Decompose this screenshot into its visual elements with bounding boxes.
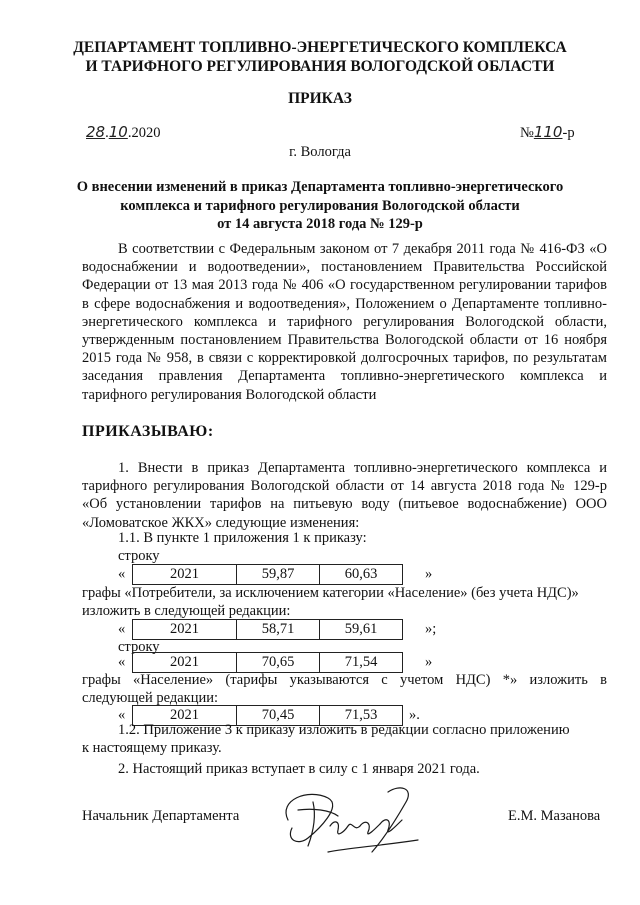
tariff-table-2 (132, 619, 403, 640)
table-cell-year: 2021 (132, 619, 236, 640)
document-type: ПРИКАЗ (288, 90, 352, 107)
order-number (520, 123, 575, 142)
graph-2-line1: графы «Население» (тарифы указываются с учетом НДС) *» изложить в (82, 672, 607, 688)
tariff-row-new-1 (118, 619, 436, 640)
table-cell-value-2: 71,54 (319, 652, 403, 673)
subject-line1: О внесении изменений в приказ Департамента топливно-энергетического (76, 179, 564, 195)
subject-line2: комплекса и тарифного регулирования Вологодской области (120, 197, 520, 214)
signatory-name: Е.М. Мазанова (508, 808, 601, 824)
table-cell-value-1: 58,71 (236, 619, 319, 640)
table-cell-value-2: 71,53 (319, 705, 403, 726)
tariff-table-1 (132, 564, 403, 585)
city: г. Вологда (289, 144, 351, 160)
close-quote: » (425, 566, 433, 582)
redaktsii-1-text: изложить в следующей редакции: (82, 603, 291, 619)
table-cell-value-2: 59,61 (319, 619, 403, 640)
subject-line3: от 14 августа 2018 года № 129-р (217, 216, 423, 232)
tariff-table-3 (132, 652, 403, 673)
date-day: 28 (86, 123, 106, 141)
number-suffix: -р (562, 125, 575, 141)
open-quote: « (118, 566, 126, 582)
date-sep: . (105, 125, 109, 141)
date-year: .2020 (127, 125, 161, 141)
prikazyvayu-heading: ПРИКАЗЫВАЮ: (82, 423, 214, 440)
close-quote: » (425, 654, 433, 670)
item-1-2-line2: к настоящему приказу. (82, 740, 222, 756)
graph-1-text: графы «Потребители, за исключением категории «Население» (без учета НДС)» (82, 585, 579, 601)
item-2: 2. Настоящий приказ вступает в силу с 1 января 2021 года. (118, 761, 480, 777)
handwritten-signature (268, 780, 438, 860)
tariff-row-old-2 (118, 652, 432, 673)
tariff-row-old-1 (118, 564, 432, 585)
table-cell-year: 2021 (132, 564, 236, 585)
stroku-label-2: строку (118, 639, 160, 655)
department-name-line2: И ТАРИФНОГО РЕГУЛИРОВАНИЯ ВОЛОГОДСКОЙ ОБЛАСТИ (85, 58, 555, 75)
graph-2-line2: следующей редакции: (82, 690, 219, 706)
table-cell-value-1: 70,65 (236, 652, 319, 673)
open-quote: « (118, 621, 126, 637)
table-cell-value-2: 60,63 (319, 564, 403, 585)
date-month: 10 (108, 123, 128, 141)
open-quote: « (118, 707, 126, 723)
order-date (86, 123, 160, 142)
number-value: 110 (533, 123, 563, 141)
signatory-title: Начальник Департамента (82, 808, 240, 824)
table-cell-year: 2021 (132, 652, 236, 673)
item-1-2-line1: 1.2. Приложение 3 к приказу изложить в редакции согласно приложению (118, 722, 570, 738)
close-quote: »; (425, 621, 437, 637)
item-1-paragraph: 1. Внести в приказ Департамента топливно-энергетического комплекса и тарифного регулирования Вологодской области от 14 августа 2018 года № 129-р «Об установлении тарифов на питьевую воду (питьевое водоснабжение) ООО «Ломоватское ЖКХ» следующие изменения: (82, 460, 607, 531)
table-cell-value-1: 70,45 (236, 705, 319, 726)
item-1-1: 1.1. В пункте 1 приложения 1 к приказу: (118, 530, 367, 546)
department-name-line1: ДЕПАРТАМЕНТ ТОПЛИВНО-ЭНЕРГЕТИЧЕСКОГО КОМПЛЕКСА (73, 39, 567, 56)
preamble-paragraph: В соответствии с Федеральным законом от 7 декабря 2011 года № 416-ФЗ «О водоснабжении и водоотведении», постановлением Правительства Российской Федерации от 13 мая 2013 года № 406 «О государственном регулировании тарифов в сфере водоснабжения и водоотведения», Положением о Департаменте топливно-энергетического комплекса и тарифного регулирования Вологодской области, утвержденным постановлением Правительства Вологодской области от 16 ноября 2015 года № 958, в связи с корректировкой долгосрочных тарифов, по результатам заседания правления Департамента топливно-энергетического комплекса и тарифного регулирования Вологодской области (82, 241, 607, 403)
table-cell-value-1: 59,87 (236, 564, 319, 585)
stroku-label: строку (118, 548, 160, 564)
number-prefix: № (520, 125, 534, 141)
order-subject (60, 178, 580, 234)
close-quote: ». (409, 707, 420, 723)
open-quote: « (118, 654, 126, 670)
table-cell-year: 2021 (132, 705, 236, 726)
